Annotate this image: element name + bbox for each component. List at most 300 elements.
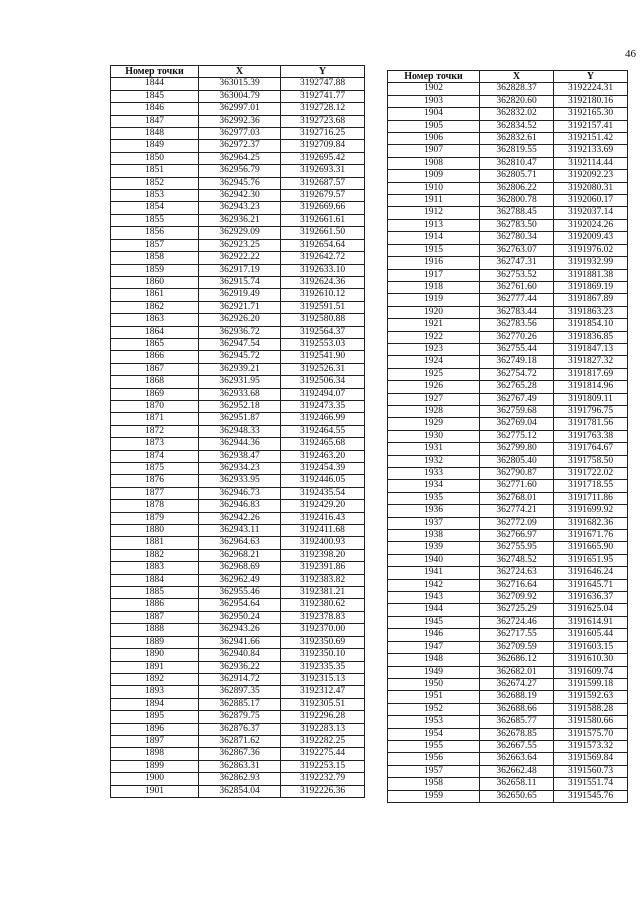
point-number-cell: 1919 [388, 294, 480, 306]
x-coordinate-cell: 362933.95 [199, 475, 281, 487]
x-coordinate-cell: 362879.75 [199, 711, 281, 723]
y-coordinate-cell: 3191609.74 [554, 666, 628, 678]
y-coordinate-cell: 3192381.21 [281, 587, 365, 599]
y-coordinate-cell: 3192024.26 [554, 219, 628, 231]
point-number-cell: 1956 [388, 753, 480, 765]
point-number-cell: 1896 [111, 723, 199, 735]
x-coordinate-cell: 362717.55 [480, 629, 554, 641]
point-number-cell: 1929 [388, 418, 480, 430]
x-coordinate-cell: 362709.92 [480, 592, 554, 604]
y-coordinate-cell: 3192633.10 [281, 264, 365, 276]
table-row [388, 492, 628, 504]
y-coordinate-cell: 3192165.30 [554, 108, 628, 120]
table-row [388, 405, 628, 417]
x-coordinate-cell: 362862.93 [199, 773, 281, 785]
y-coordinate-cell: 3192709.84 [281, 140, 365, 152]
table-row [111, 711, 365, 723]
y-coordinate-cell: 3192687.57 [281, 177, 365, 189]
point-number-cell: 1855 [111, 214, 199, 226]
point-number-cell: 1870 [111, 400, 199, 412]
point-number-cell: 1914 [388, 232, 480, 244]
y-coordinate-cell: 3191560.73 [554, 765, 628, 777]
point-number-cell: 1883 [111, 562, 199, 574]
x-coordinate-cell: 362777.44 [480, 294, 554, 306]
y-coordinate-cell: 3191847.13 [554, 343, 628, 355]
point-number-cell: 1848 [111, 128, 199, 140]
point-number-cell: 1918 [388, 281, 480, 293]
point-number-cell: 1906 [388, 133, 480, 145]
point-number-cell: 1864 [111, 326, 199, 338]
y-coordinate-cell: 3192564.37 [281, 326, 365, 338]
table-row [111, 301, 365, 313]
point-number-cell: 1847 [111, 115, 199, 127]
y-coordinate-cell: 3191646.24 [554, 567, 628, 579]
table-row [388, 281, 628, 293]
point-number-cell: 1913 [388, 219, 480, 231]
table-row [388, 740, 628, 752]
x-coordinate-cell: 362964.63 [199, 537, 281, 549]
table-row [388, 468, 628, 480]
y-coordinate-cell: 3192411.68 [281, 525, 365, 537]
y-coordinate-cell: 3192693.31 [281, 165, 365, 177]
point-number-cell: 1863 [111, 314, 199, 326]
point-number-cell: 1938 [388, 530, 480, 542]
y-coordinate-cell: 3191599.18 [554, 678, 628, 690]
table-row [111, 190, 365, 202]
table-row [388, 244, 628, 256]
table-row [388, 641, 628, 653]
table-row [388, 629, 628, 641]
x-coordinate-cell: 362946.73 [199, 487, 281, 499]
table-row [388, 678, 628, 690]
point-number-cell: 1888 [111, 624, 199, 636]
x-coordinate-cell: 362774.21 [480, 505, 554, 517]
point-number-cell: 1939 [388, 542, 480, 554]
y-coordinate-cell: 3191665.90 [554, 542, 628, 554]
point-number-cell: 1922 [388, 331, 480, 343]
y-coordinate-cell: 3192133.69 [554, 145, 628, 157]
y-coordinate-cell: 3192232.79 [281, 773, 365, 785]
y-coordinate-cell: 3192695.42 [281, 152, 365, 164]
x-coordinate-cell: 362951.87 [199, 413, 281, 425]
table-row [388, 145, 628, 157]
y-coordinate-cell: 3191869.19 [554, 281, 628, 293]
table-row [111, 252, 365, 264]
table-row [388, 716, 628, 728]
table-row [388, 381, 628, 393]
x-coordinate-cell: 362754.72 [480, 368, 554, 380]
point-number-cell: 1951 [388, 691, 480, 703]
y-coordinate-cell: 3191610.30 [554, 654, 628, 666]
point-number-cell: 1954 [388, 728, 480, 740]
x-coordinate-cell: 362667.55 [480, 740, 554, 752]
table-row [388, 691, 628, 703]
x-coordinate-cell: 362724.46 [480, 616, 554, 628]
point-number-cell: 1932 [388, 455, 480, 467]
x-coordinate-cell: 362780.34 [480, 232, 554, 244]
x-coordinate-cell: 362832.61 [480, 133, 554, 145]
table-row [111, 748, 365, 760]
point-number-cell: 1845 [111, 90, 199, 102]
x-coordinate-cell: 362799.80 [480, 443, 554, 455]
x-coordinate-cell: 362771.60 [480, 480, 554, 492]
table-row [111, 487, 365, 499]
y-coordinate-cell: 3192465.68 [281, 438, 365, 450]
point-number-cell: 1859 [111, 264, 199, 276]
point-number-cell: 1911 [388, 195, 480, 207]
point-number-cell: 1874 [111, 450, 199, 462]
table-row [111, 289, 365, 301]
x-coordinate-cell: 362747.31 [480, 257, 554, 269]
x-coordinate-cell: 362968.69 [199, 562, 281, 574]
table-header-row [111, 66, 365, 78]
x-coordinate-cell: 362933.68 [199, 388, 281, 400]
y-coordinate-cell: 3191863.23 [554, 306, 628, 318]
point-number-cell: 1854 [111, 202, 199, 214]
x-coordinate-cell: 362917.19 [199, 264, 281, 276]
point-number-cell: 1931 [388, 443, 480, 455]
x-coordinate-cell: 362783.44 [480, 306, 554, 318]
point-number-cell: 1949 [388, 666, 480, 678]
x-coordinate-cell: 362956.79 [199, 165, 281, 177]
x-coordinate-cell: 362663.64 [480, 753, 554, 765]
point-number-cell: 1853 [111, 190, 199, 202]
y-coordinate-cell: 3192380.62 [281, 599, 365, 611]
x-coordinate-cell: 362934.23 [199, 463, 281, 475]
x-coordinate-cell: 362788.45 [480, 207, 554, 219]
x-coordinate-cell: 362946.83 [199, 500, 281, 512]
point-number-cell: 1900 [111, 773, 199, 785]
y-coordinate-cell: 3192473.35 [281, 400, 365, 412]
table-row [388, 269, 628, 281]
point-number-cell: 1901 [111, 785, 199, 797]
y-coordinate-cell: 3191592.63 [554, 691, 628, 703]
y-coordinate-cell: 3191881.38 [554, 269, 628, 281]
y-coordinate-cell: 3191827.32 [554, 356, 628, 368]
y-coordinate-cell: 3192463.20 [281, 450, 365, 462]
x-coordinate-cell: 362775.12 [480, 430, 554, 442]
x-coordinate-cell: 362783.56 [480, 319, 554, 331]
point-number-cell: 1856 [111, 227, 199, 239]
point-number-cell: 1880 [111, 525, 199, 537]
point-number-cell: 1894 [111, 698, 199, 710]
y-coordinate-cell: 3192716.25 [281, 128, 365, 140]
point-number-cell: 1923 [388, 343, 480, 355]
x-coordinate-cell: 362863.31 [199, 760, 281, 772]
point-number-cell: 1904 [388, 108, 480, 120]
table-row [111, 649, 365, 661]
table-row [388, 83, 628, 95]
table-row [388, 257, 628, 269]
table-row [388, 778, 628, 790]
point-number-cell: 1921 [388, 319, 480, 331]
y-coordinate-cell: 3192610.12 [281, 289, 365, 301]
x-coordinate-cell: 362765.28 [480, 381, 554, 393]
y-coordinate-cell: 3191625.04 [554, 604, 628, 616]
x-coordinate-cell: 362650.65 [480, 790, 554, 802]
point-number-cell: 1943 [388, 592, 480, 604]
point-number-cell: 1927 [388, 393, 480, 405]
y-coordinate-cell: 3192335.35 [281, 661, 365, 673]
x-coordinate-cell: 362658.11 [480, 778, 554, 790]
point-number-cell: 1869 [111, 388, 199, 400]
y-coordinate-cell: 3192092.23 [554, 170, 628, 182]
table-row [388, 219, 628, 231]
x-coordinate-cell: 362948.33 [199, 425, 281, 437]
table-row [111, 525, 365, 537]
table-row [111, 636, 365, 648]
y-coordinate-cell: 3192624.36 [281, 276, 365, 288]
y-coordinate-cell: 3192398.20 [281, 549, 365, 561]
x-coordinate-cell: 363004.79 [199, 90, 281, 102]
table-row [111, 537, 365, 549]
point-number-cell: 1944 [388, 604, 480, 616]
header-point-number: Номер точки [388, 71, 480, 83]
x-coordinate-cell: 362944.36 [199, 438, 281, 450]
table-row [388, 616, 628, 628]
table-row [111, 438, 365, 450]
table-row [111, 686, 365, 698]
y-coordinate-cell: 3191545.76 [554, 790, 628, 802]
x-coordinate-cell: 363015.39 [199, 78, 281, 90]
point-number-cell: 1959 [388, 790, 480, 802]
table-row [111, 500, 365, 512]
table-row [111, 388, 365, 400]
x-coordinate-cell: 362763.07 [480, 244, 554, 256]
x-coordinate-cell: 362810.47 [480, 157, 554, 169]
table-row [111, 698, 365, 710]
y-coordinate-cell: 3192114.44 [554, 157, 628, 169]
table-row [111, 115, 365, 127]
point-number-cell: 1916 [388, 257, 480, 269]
table-row [111, 276, 365, 288]
x-coordinate-cell: 362922.22 [199, 252, 281, 264]
table-row [111, 425, 365, 437]
y-coordinate-cell: 3191932.99 [554, 257, 628, 269]
y-coordinate-cell: 3192654.64 [281, 239, 365, 251]
table-row [111, 463, 365, 475]
point-number-cell: 1905 [388, 120, 480, 132]
point-number-cell: 1908 [388, 157, 480, 169]
table-row [111, 450, 365, 462]
y-coordinate-cell: 3192466.99 [281, 413, 365, 425]
point-number-cell: 1885 [111, 587, 199, 599]
point-number-cell: 1893 [111, 686, 199, 698]
table-row [111, 103, 365, 115]
x-coordinate-cell: 362871.62 [199, 735, 281, 747]
x-coordinate-cell: 362926.20 [199, 314, 281, 326]
x-coordinate-cell: 362800.78 [480, 195, 554, 207]
x-coordinate-cell: 362936.72 [199, 326, 281, 338]
point-number-cell: 1899 [111, 760, 199, 772]
x-coordinate-cell: 362709.59 [480, 641, 554, 653]
x-coordinate-cell: 362716.64 [480, 579, 554, 591]
table-row [388, 530, 628, 542]
point-number-cell: 1902 [388, 83, 480, 95]
y-coordinate-cell: 3192553.03 [281, 338, 365, 350]
point-number-cell: 1895 [111, 711, 199, 723]
table-row [388, 790, 628, 802]
point-number-cell: 1946 [388, 629, 480, 641]
y-coordinate-cell: 3192429.20 [281, 500, 365, 512]
table-row [388, 654, 628, 666]
x-coordinate-cell: 362943.26 [199, 624, 281, 636]
coordinates-table-right [387, 70, 628, 803]
x-coordinate-cell: 362767.49 [480, 393, 554, 405]
x-coordinate-cell: 362749.18 [480, 356, 554, 368]
x-coordinate-cell: 362929.09 [199, 227, 281, 239]
point-number-cell: 1935 [388, 492, 480, 504]
point-number-cell: 1884 [111, 574, 199, 586]
point-number-cell: 1865 [111, 338, 199, 350]
table-row [388, 331, 628, 343]
y-coordinate-cell: 3192350.10 [281, 649, 365, 661]
y-coordinate-cell: 3192661.61 [281, 214, 365, 226]
y-coordinate-cell: 3192378.83 [281, 611, 365, 623]
x-coordinate-cell: 362921.71 [199, 301, 281, 313]
table-row [111, 363, 365, 375]
x-coordinate-cell: 362952.18 [199, 400, 281, 412]
header-x: X [480, 71, 554, 83]
point-number-cell: 1861 [111, 289, 199, 301]
table-row [111, 785, 365, 797]
x-coordinate-cell: 362940.84 [199, 649, 281, 661]
table-row [388, 418, 628, 430]
point-number-cell: 1892 [111, 673, 199, 685]
point-number-cell: 1940 [388, 554, 480, 566]
y-coordinate-cell: 3192315.13 [281, 673, 365, 685]
table-header-row [388, 71, 628, 83]
x-coordinate-cell: 362755.44 [480, 343, 554, 355]
x-coordinate-cell: 362923.25 [199, 239, 281, 251]
y-coordinate-cell: 3192383.82 [281, 574, 365, 586]
table-row [388, 579, 628, 591]
x-coordinate-cell: 362755.95 [480, 542, 554, 554]
point-number-cell: 1928 [388, 405, 480, 417]
x-coordinate-cell: 362964.25 [199, 152, 281, 164]
point-number-cell: 1873 [111, 438, 199, 450]
header-y: Y [554, 71, 628, 83]
point-number-cell: 1868 [111, 376, 199, 388]
table-row [111, 376, 365, 388]
y-coordinate-cell: 3191722.02 [554, 468, 628, 480]
y-coordinate-cell: 3191588.28 [554, 703, 628, 715]
point-number-cell: 1850 [111, 152, 199, 164]
x-coordinate-cell: 362725.29 [480, 604, 554, 616]
table-row [111, 624, 365, 636]
point-number-cell: 1950 [388, 678, 480, 690]
x-coordinate-cell: 362766.97 [480, 530, 554, 542]
point-number-cell: 1915 [388, 244, 480, 256]
point-number-cell: 1891 [111, 661, 199, 673]
point-number-cell: 1903 [388, 95, 480, 107]
y-coordinate-cell: 3191758.50 [554, 455, 628, 467]
point-number-cell: 1912 [388, 207, 480, 219]
table-row [388, 133, 628, 145]
y-coordinate-cell: 3192080.31 [554, 182, 628, 194]
point-number-cell: 1930 [388, 430, 480, 442]
table-row [388, 703, 628, 715]
coordinates-table-left [110, 65, 365, 798]
table-row [388, 666, 628, 678]
x-coordinate-cell: 362806.22 [480, 182, 554, 194]
table-row [111, 314, 365, 326]
table-row [388, 170, 628, 182]
x-coordinate-cell: 362968.21 [199, 549, 281, 561]
point-number-cell: 1920 [388, 306, 480, 318]
y-coordinate-cell: 3192312.47 [281, 686, 365, 698]
table-row [111, 413, 365, 425]
point-number-cell: 1898 [111, 748, 199, 760]
y-coordinate-cell: 3192747.88 [281, 78, 365, 90]
x-coordinate-cell: 362945.72 [199, 351, 281, 363]
y-coordinate-cell: 3192494.07 [281, 388, 365, 400]
x-coordinate-cell: 362938.47 [199, 450, 281, 462]
point-number-cell: 1909 [388, 170, 480, 182]
x-coordinate-cell: 362790.87 [480, 468, 554, 480]
table-row [388, 430, 628, 442]
table-row [388, 108, 628, 120]
point-number-cell: 1942 [388, 579, 480, 591]
point-number-cell: 1941 [388, 567, 480, 579]
y-coordinate-cell: 3191603.15 [554, 641, 628, 653]
y-coordinate-cell: 3192669.66 [281, 202, 365, 214]
point-number-cell: 1924 [388, 356, 480, 368]
table-row [388, 157, 628, 169]
x-coordinate-cell: 362945.76 [199, 177, 281, 189]
y-coordinate-cell: 3191817.69 [554, 368, 628, 380]
x-coordinate-cell: 362915.74 [199, 276, 281, 288]
point-number-cell: 1881 [111, 537, 199, 549]
y-coordinate-cell: 3192661.50 [281, 227, 365, 239]
table-row [111, 351, 365, 363]
y-coordinate-cell: 3191551.74 [554, 778, 628, 790]
y-coordinate-cell: 3192037.14 [554, 207, 628, 219]
table-row [111, 128, 365, 140]
table-row [388, 356, 628, 368]
table-row [111, 400, 365, 412]
x-coordinate-cell: 362897.35 [199, 686, 281, 698]
x-coordinate-cell: 362662.48 [480, 765, 554, 777]
x-coordinate-cell: 362724.63 [480, 567, 554, 579]
y-coordinate-cell: 3192454.39 [281, 463, 365, 475]
point-number-cell: 1882 [111, 549, 199, 561]
y-coordinate-cell: 3192591.51 [281, 301, 365, 313]
table-row [388, 95, 628, 107]
y-coordinate-cell: 3192728.12 [281, 103, 365, 115]
table-row [111, 90, 365, 102]
y-coordinate-cell: 3192350.69 [281, 636, 365, 648]
x-coordinate-cell: 362772.09 [480, 517, 554, 529]
table-row [388, 294, 628, 306]
y-coordinate-cell: 3191867.89 [554, 294, 628, 306]
x-coordinate-cell: 362686.12 [480, 654, 554, 666]
table-row [388, 343, 628, 355]
y-coordinate-cell: 3192679.57 [281, 190, 365, 202]
point-number-cell: 1851 [111, 165, 199, 177]
y-coordinate-cell: 3192506.34 [281, 376, 365, 388]
table-row [388, 368, 628, 380]
table-row [388, 728, 628, 740]
x-coordinate-cell: 362761.60 [480, 281, 554, 293]
y-coordinate-cell: 3192400.93 [281, 537, 365, 549]
point-number-cell: 1936 [388, 505, 480, 517]
table-row [388, 232, 628, 244]
table-row [388, 319, 628, 331]
table-row [388, 120, 628, 132]
x-coordinate-cell: 362867.36 [199, 748, 281, 760]
point-number-cell: 1866 [111, 351, 199, 363]
